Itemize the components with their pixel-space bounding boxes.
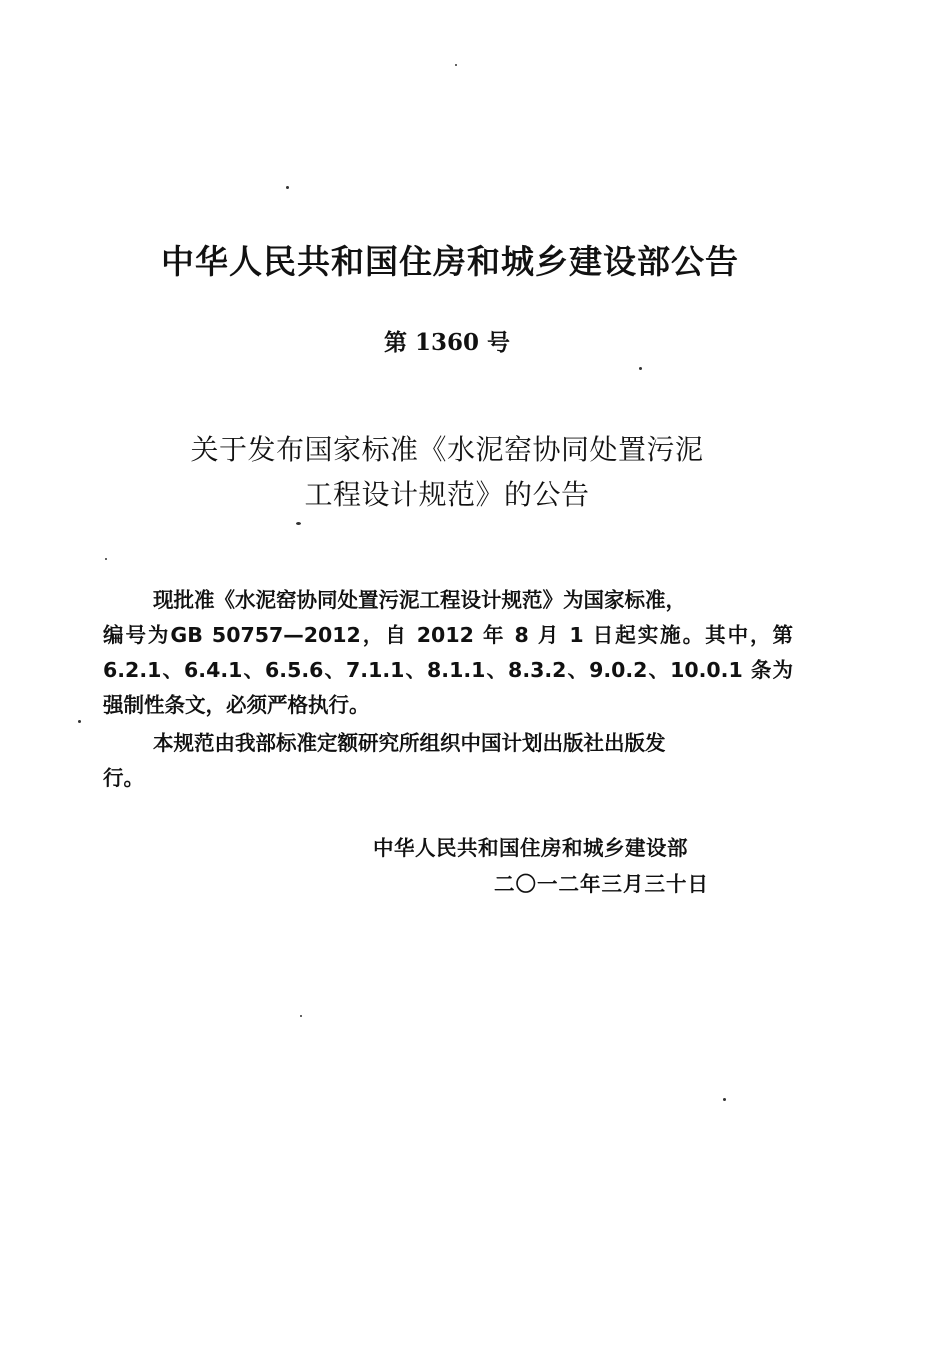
announcement-subtitle-line-2: 工程设计规范》的公告 <box>304 478 590 511</box>
scan-speck <box>105 558 107 560</box>
paragraph-1-line-2: 编号为GB 50757—2012，自 2012 年 8 月 1 日起实施。其中，第 <box>103 623 793 647</box>
paragraph-1-line-4: 强制性条文，必须严格执行。 <box>103 693 370 717</box>
scan-speck <box>296 522 301 525</box>
scan-speck <box>300 1015 302 1017</box>
paragraph-1-line-3: 6.2.1、6.4.1、6.5.6、7.1.1、8.1.1、8.3.2、9.0.2、10.0.1 条为 <box>103 658 793 682</box>
issue-date: 二〇一二年三月三十日 <box>494 872 709 896</box>
scan-speck <box>78 720 81 723</box>
scan-speck <box>455 64 457 66</box>
announcement-title: 中华人民共和国住房和城乡建设部公告 <box>161 242 739 281</box>
paragraph-2-line-2: 行。 <box>103 766 144 790</box>
announcement-subtitle-line-1: 关于发布国家标准《水泥窑协同处置污泥 <box>190 433 704 466</box>
scan-speck <box>286 186 289 189</box>
issuing-organization: 中华人民共和国住房和城乡建设部 <box>373 836 688 860</box>
announcement-number: 第 1360 号 <box>383 329 511 356</box>
scan-speck <box>723 1098 726 1101</box>
scan-speck <box>639 367 642 370</box>
paragraph-2-line-1: 本规范由我部标准定额研究所组织中国计划出版社出版发 <box>153 731 666 755</box>
paragraph-1-line-1: 现批准《水泥窑协同处置污泥工程设计规范》为国家标准， <box>153 588 686 612</box>
